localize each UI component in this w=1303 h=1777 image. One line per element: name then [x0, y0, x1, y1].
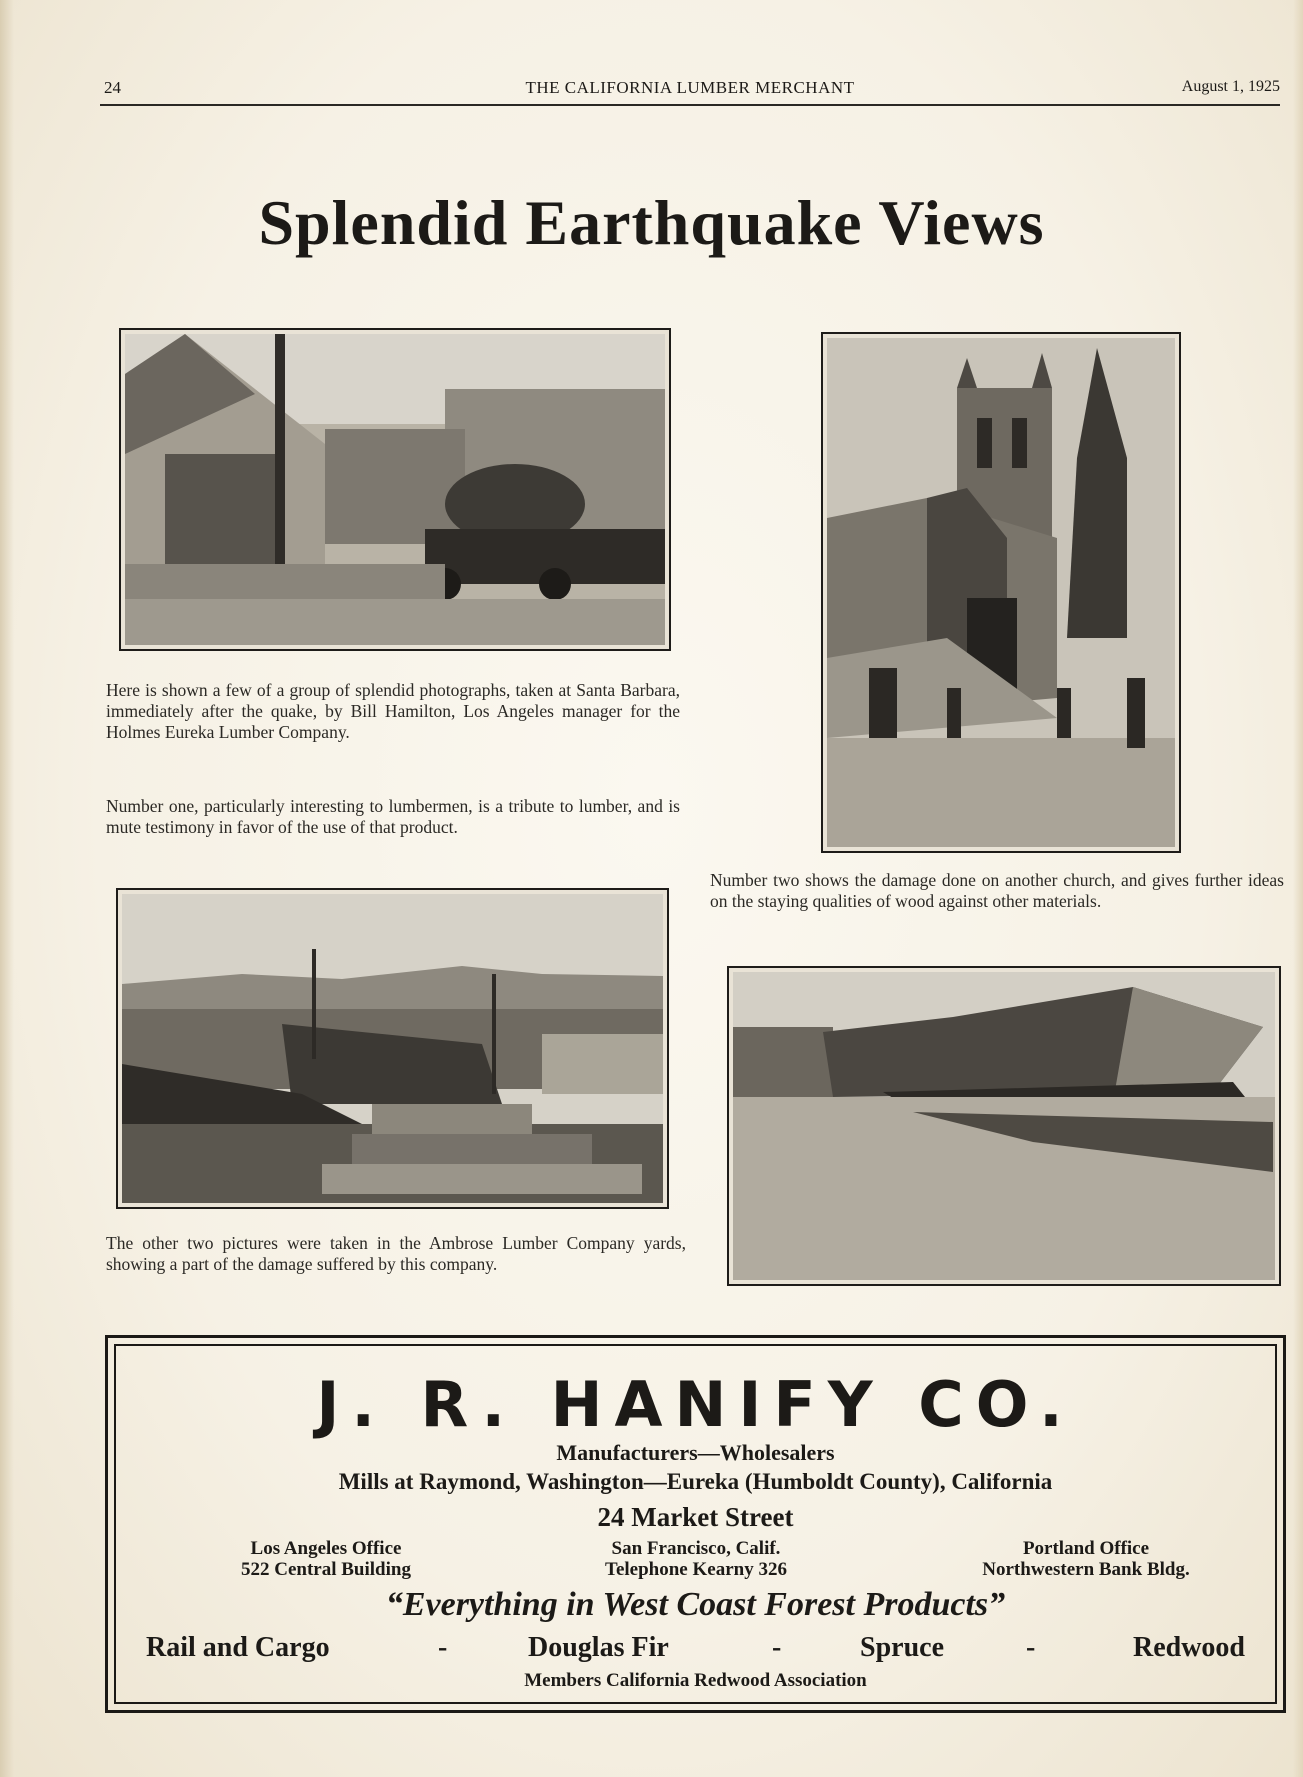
- ad-office-portland: [936, 1538, 1236, 1580]
- product-separator: -: [438, 1632, 448, 1663]
- ad-products: [146, 1632, 1245, 1666]
- article-paragraph: Number two shows the damage done on another church, and gives further ideas on the staying qualities of wood against other materials.: [710, 870, 1284, 911]
- office-line: 522 Central Building: [241, 1559, 411, 1580]
- product-separator: -: [1026, 1632, 1036, 1663]
- photo-lumber-yard: [116, 888, 669, 1209]
- article-headline: Splendid Earthquake Views: [258, 187, 1045, 258]
- ad-company-name: J. R. HANIFY CO.: [316, 1368, 1075, 1441]
- advertisement-box: [105, 1335, 1286, 1713]
- page-number: 24: [104, 78, 121, 97]
- product-item: Spruce: [860, 1632, 944, 1663]
- product-item: Rail and Cargo: [146, 1632, 330, 1663]
- article-paragraph: Number one, particularly interesting to lumbermen, is a tribute to lumber, and is mute testimony in favor of the use of that product.: [106, 796, 680, 837]
- running-header: [100, 78, 1280, 106]
- office-line: Los Angeles Office: [250, 1538, 402, 1559]
- article-paragraph: Here is shown a few of a group of splendid photographs, taken at Santa Barbara, immediately after the quake, by Bill Hamilton, Los Angeles manager for the Holmes Eureka Lumber Company.: [106, 680, 680, 742]
- article-paragraph: The other two pictures were taken in the Ambrose Lumber Company yards, showing a part of the damage suffered by this company.: [106, 1233, 686, 1274]
- office-line: San Francisco, Calif.: [611, 1538, 781, 1559]
- ad-tagline: Manufacturers—Wholesalers: [556, 1440, 835, 1465]
- issue-date: August 1, 1925: [1181, 78, 1280, 95]
- ad-street: 24 Market Street: [597, 1502, 794, 1532]
- page-edge-shadow: [0, 0, 14, 1777]
- advertisement-inner-border: [114, 1344, 1277, 1704]
- office-line: Telephone Kearny 326: [605, 1559, 787, 1580]
- ad-members: Members California Redwood Association: [524, 1670, 867, 1691]
- product-item: Redwood: [1132, 1632, 1245, 1663]
- photo-church-damage: [821, 332, 1181, 853]
- page-edge-shadow: [1293, 0, 1303, 1777]
- ad-mills: Mills at Raymond, Washington—Eureka (Humboldt County), California: [338, 1469, 1053, 1494]
- photo-house-damage: [119, 328, 671, 651]
- photo-collapsed-shed: [727, 966, 1281, 1286]
- product-item: Douglas Fir: [528, 1632, 669, 1663]
- ad-office-los-angeles: [176, 1538, 476, 1580]
- journal-title: THE CALIFORNIA LUMBER MERCHANT: [525, 78, 855, 97]
- ad-office-san-francisco: [511, 1538, 881, 1580]
- product-separator: -: [772, 1632, 782, 1663]
- office-line: Northwestern Bank Bldg.: [982, 1559, 1190, 1580]
- office-line: Portland Office: [1022, 1538, 1150, 1559]
- ad-slogan: “Everything in West Coast Forest Products”: [385, 1586, 1006, 1623]
